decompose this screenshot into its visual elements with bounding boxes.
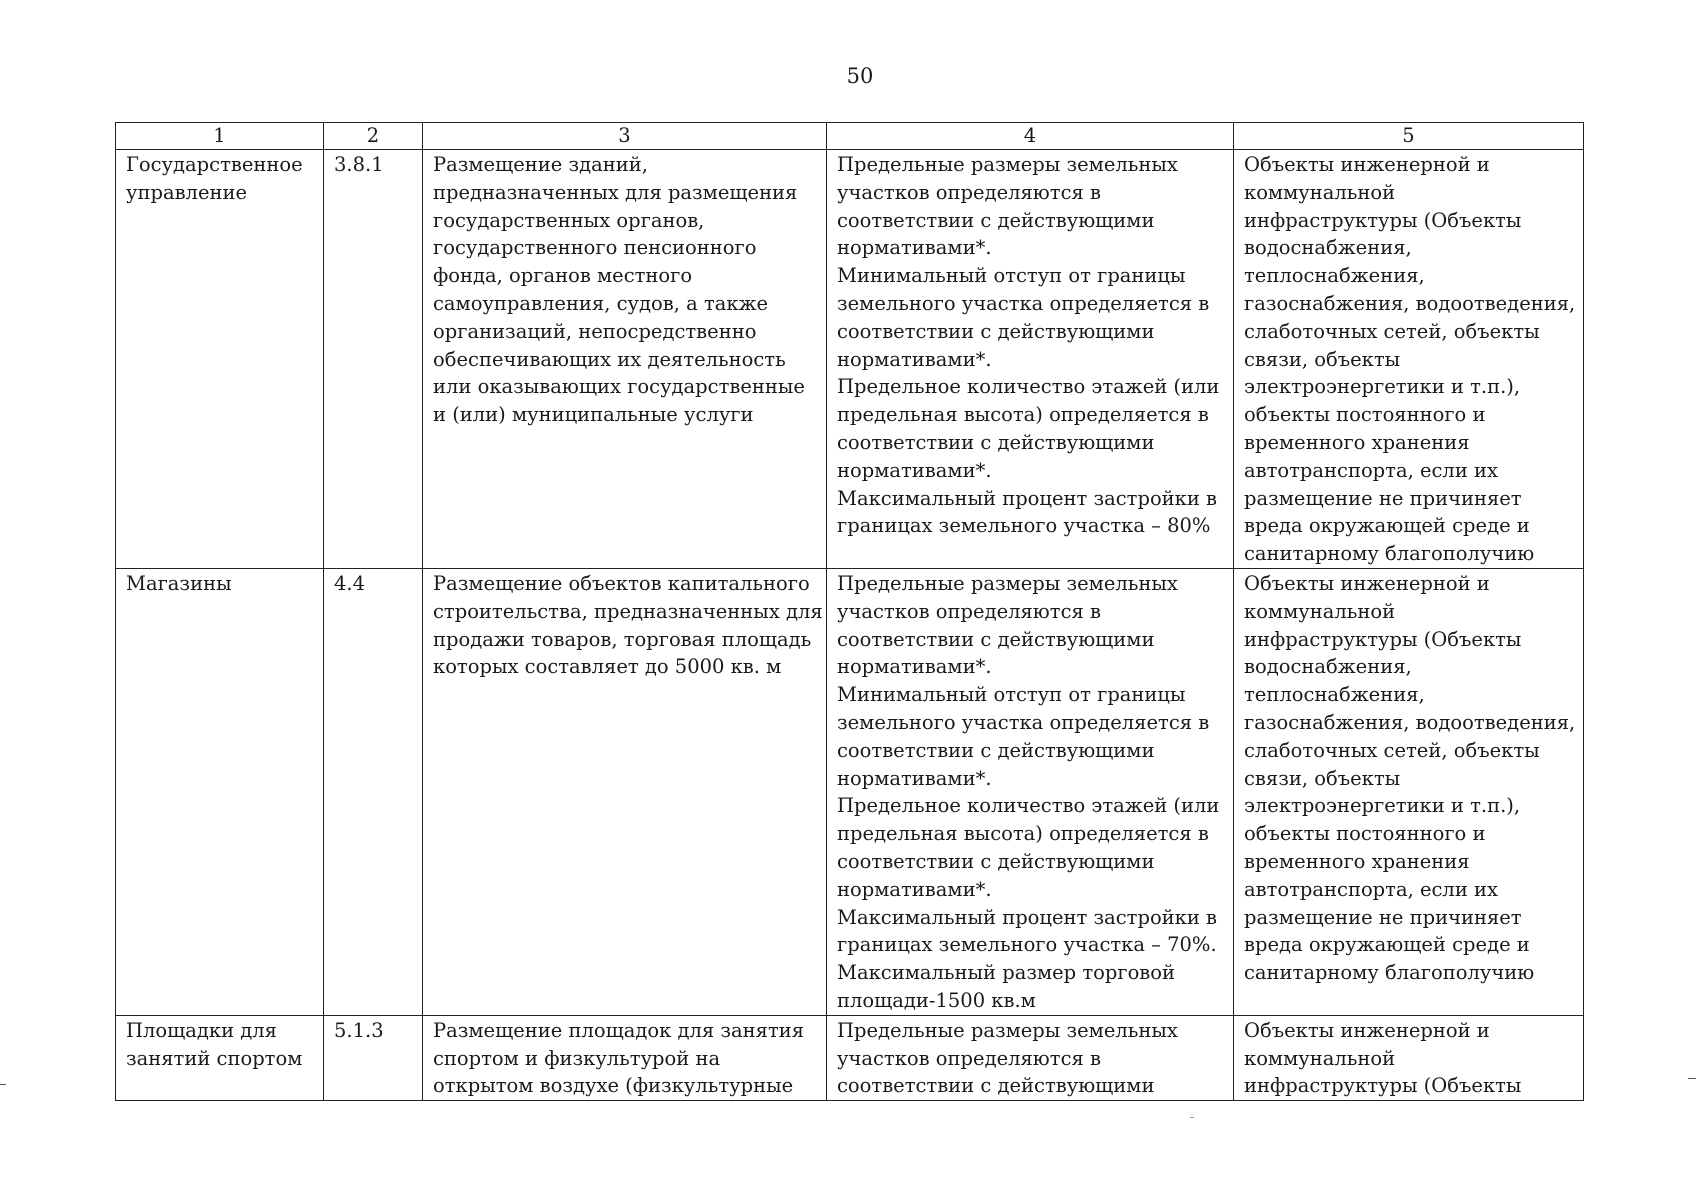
cell-text-line: автотранспорта, если их xyxy=(1244,458,1499,482)
description-cell xyxy=(423,1015,827,1100)
description-cell xyxy=(423,569,827,1016)
cell-text-line: или оказывающих государственные xyxy=(433,375,805,399)
cell-text-line: Предельные размеры земельных xyxy=(837,153,1178,176)
cell-text-line: участков определяются в xyxy=(837,1046,1101,1070)
cell-text-line: государственного пенсионного xyxy=(433,236,757,260)
cell-text-line: водоснабжения, xyxy=(1244,655,1412,679)
cell-text-line: нормативами*. xyxy=(837,236,992,260)
name-cell xyxy=(116,150,324,569)
table-row xyxy=(116,569,1584,1016)
cell-text-line: соответствии с действующими xyxy=(837,849,1155,873)
cell-text-line: Размещение зданий, xyxy=(433,153,648,176)
cell-text-line: участков определяются в xyxy=(837,599,1101,623)
cell-text-line: коммунальной xyxy=(1244,1046,1396,1070)
page-number: 50 xyxy=(846,64,874,88)
cell-text-line: Магазины xyxy=(126,572,232,595)
name-cell xyxy=(116,1015,324,1100)
code-text: 4.4 xyxy=(334,572,366,595)
cell-text-line: соответствии с действующими xyxy=(837,1074,1155,1098)
cell-text-line: автотранспорта, если их xyxy=(1244,877,1499,901)
cell-text-line: соответствии с действующими xyxy=(837,738,1155,762)
cell-text-line: Объекты инженерной и xyxy=(1244,572,1490,595)
cell-text-line: площади-1500 кв.м xyxy=(837,988,1036,1012)
parameters-cell xyxy=(827,150,1234,569)
cell-text-line: Максимальный процент застройки в xyxy=(837,905,1218,929)
cell-text-line: открытом воздухе (физкультурные xyxy=(433,1074,794,1098)
cell-text-line: санитарному благополучию xyxy=(1244,542,1535,566)
column-header-3: 3 xyxy=(423,123,827,150)
cell-text-line: вреда окружающей среде и xyxy=(1244,933,1530,957)
cell-text-line: временного хранения xyxy=(1244,849,1470,873)
cell-text-line: Максимальный процент застройки в xyxy=(837,486,1218,510)
code-text: 5.1.3 xyxy=(334,1018,384,1042)
cell-text-line: спортом и физкультурой на xyxy=(433,1046,721,1070)
cell-text-line: объекты постоянного и xyxy=(1244,822,1486,846)
cell-text-line: электроэнергетики и т.п.), xyxy=(1244,375,1521,399)
scan-mark-left xyxy=(0,1084,6,1085)
cell-text-line: санитарному благополучию xyxy=(1244,961,1535,985)
cell-text-line: нормативами*. xyxy=(837,766,992,790)
cell-text-line: Максимальный размер торговой xyxy=(837,961,1176,985)
column-header-4: 4 xyxy=(827,123,1234,150)
cell-text-line: участков определяются в xyxy=(837,180,1101,204)
name-cell xyxy=(116,569,324,1016)
cell-text-line: земельного участка определяется в xyxy=(837,710,1210,734)
cell-text-line: Размещение объектов капитального xyxy=(433,572,810,595)
cell-text-line: соответствии с действующими xyxy=(837,208,1155,232)
cell-text-line: Предельное количество этажей (или xyxy=(837,375,1220,399)
cell-text-line: организаций, непосредственно xyxy=(433,319,757,343)
cell-text-line: предельная высота) определяется в xyxy=(837,403,1209,427)
description-cell xyxy=(423,150,827,569)
auxiliary-objects-cell xyxy=(1234,1015,1584,1100)
table-row xyxy=(116,150,1584,569)
cell-text-line: газоснабжения, водоотведения, xyxy=(1244,291,1576,315)
cell-text-line: строительства, предназначенных для xyxy=(433,599,823,623)
cell-text-line: слаботочных сетей, объекты xyxy=(1244,738,1540,762)
cell-text-line: Предельное количество этажей (или xyxy=(837,794,1220,818)
cell-text-line: вреда окружающей среде и xyxy=(1244,514,1530,538)
cell-text-line: нормативами*. xyxy=(837,655,992,679)
cell-text-line: связи, объекты xyxy=(1244,766,1401,790)
cell-text-line: размещение не причиняет xyxy=(1244,905,1522,929)
cell-text-line: границах земельного участка – 70%. xyxy=(837,933,1217,957)
parameters-cell xyxy=(827,569,1234,1016)
cell-text-line: нормативами*. xyxy=(837,458,992,482)
cell-text-line: теплоснабжения, xyxy=(1244,264,1425,288)
code-text: 3.8.1 xyxy=(334,153,384,176)
cell-text-line: слаботочных сетей, объекты xyxy=(1244,319,1540,343)
cell-text-line: связи, объекты xyxy=(1244,347,1401,371)
cell-text-line: занятий спортом xyxy=(126,1046,303,1070)
cell-text-line: инфраструктуры (Объекты xyxy=(1244,208,1522,232)
cell-text-line: инфраструктуры (Объекты xyxy=(1244,1074,1522,1098)
cell-text-line: Объекты инженерной и xyxy=(1244,153,1490,176)
table-body xyxy=(116,150,1584,1101)
cell-text-line: объекты постоянного и xyxy=(1244,403,1486,427)
cell-text-line: Государственное xyxy=(126,153,303,176)
cell-text-line: управление xyxy=(126,180,248,204)
table-row xyxy=(116,1015,1584,1100)
column-header-2: 2 xyxy=(324,123,423,150)
cell-text-line: государственных органов, xyxy=(433,208,705,232)
cell-text-line: Минимальный отступ от границы xyxy=(837,683,1186,707)
cell-text-line: соответствии с действующими xyxy=(837,319,1155,343)
cell-text-line: продажи товаров, торговая площадь xyxy=(433,627,812,651)
cell-text-line: теплоснабжения, xyxy=(1244,683,1425,707)
scan-mark-bottom xyxy=(1190,1117,1194,1118)
land-use-table xyxy=(115,122,1584,1101)
cell-text-line: коммунальной xyxy=(1244,180,1396,204)
cell-text-line: фонда, органов местного xyxy=(433,264,693,288)
cell-text-line: Размещение площадок для занятия xyxy=(433,1018,805,1042)
code-cell xyxy=(324,569,423,1016)
cell-text-line: и (или) муниципальные услуги xyxy=(433,403,754,427)
column-header-1: 1 xyxy=(116,123,324,150)
auxiliary-objects-cell xyxy=(1234,569,1584,1016)
cell-text-line: водоснабжения, xyxy=(1244,236,1412,260)
auxiliary-objects-cell xyxy=(1234,150,1584,569)
cell-text-line: временного хранения xyxy=(1244,430,1470,454)
cell-text-line: предельная высота) определяется в xyxy=(837,822,1209,846)
cell-text-line: соответствии с действующими xyxy=(837,627,1155,651)
cell-text-line: Площадки для xyxy=(126,1018,277,1042)
cell-text-line: самоуправления, судов, а также xyxy=(433,291,769,315)
column-header-5: 5 xyxy=(1234,123,1584,150)
cell-text-line: Предельные размеры земельных xyxy=(837,1018,1178,1042)
cell-text-line: земельного участка определяется в xyxy=(837,291,1210,315)
scan-mark-right xyxy=(1688,1078,1696,1079)
cell-text-line: коммунальной xyxy=(1244,599,1396,623)
cell-text-line: которых составляет до 5000 кв. м xyxy=(433,655,782,679)
cell-text-line: нормативами*. xyxy=(837,347,992,371)
cell-text-line: границах земельного участка – 80% xyxy=(837,514,1211,538)
cell-text-line: нормативами*. xyxy=(837,877,992,901)
cell-text-line: обеспечивающих их деятельность xyxy=(433,347,786,371)
cell-text-line: Предельные размеры земельных xyxy=(837,572,1178,595)
cell-text-line: газоснабжения, водоотведения, xyxy=(1244,710,1576,734)
code-cell xyxy=(324,1015,423,1100)
header-row xyxy=(116,123,1584,150)
cell-text-line: электроэнергетики и т.п.), xyxy=(1244,794,1521,818)
cell-text-line: соответствии с действующими xyxy=(837,430,1155,454)
cell-text-line: Минимальный отступ от границы xyxy=(837,264,1186,288)
code-cell xyxy=(324,150,423,569)
cell-text-line: Объекты инженерной и xyxy=(1244,1018,1490,1042)
cell-text-line: инфраструктуры (Объекты xyxy=(1244,627,1522,651)
cell-text-line: предназначенных для размещения xyxy=(433,180,798,204)
parameters-cell xyxy=(827,1015,1234,1100)
cell-text-line: размещение не причиняет xyxy=(1244,486,1522,510)
